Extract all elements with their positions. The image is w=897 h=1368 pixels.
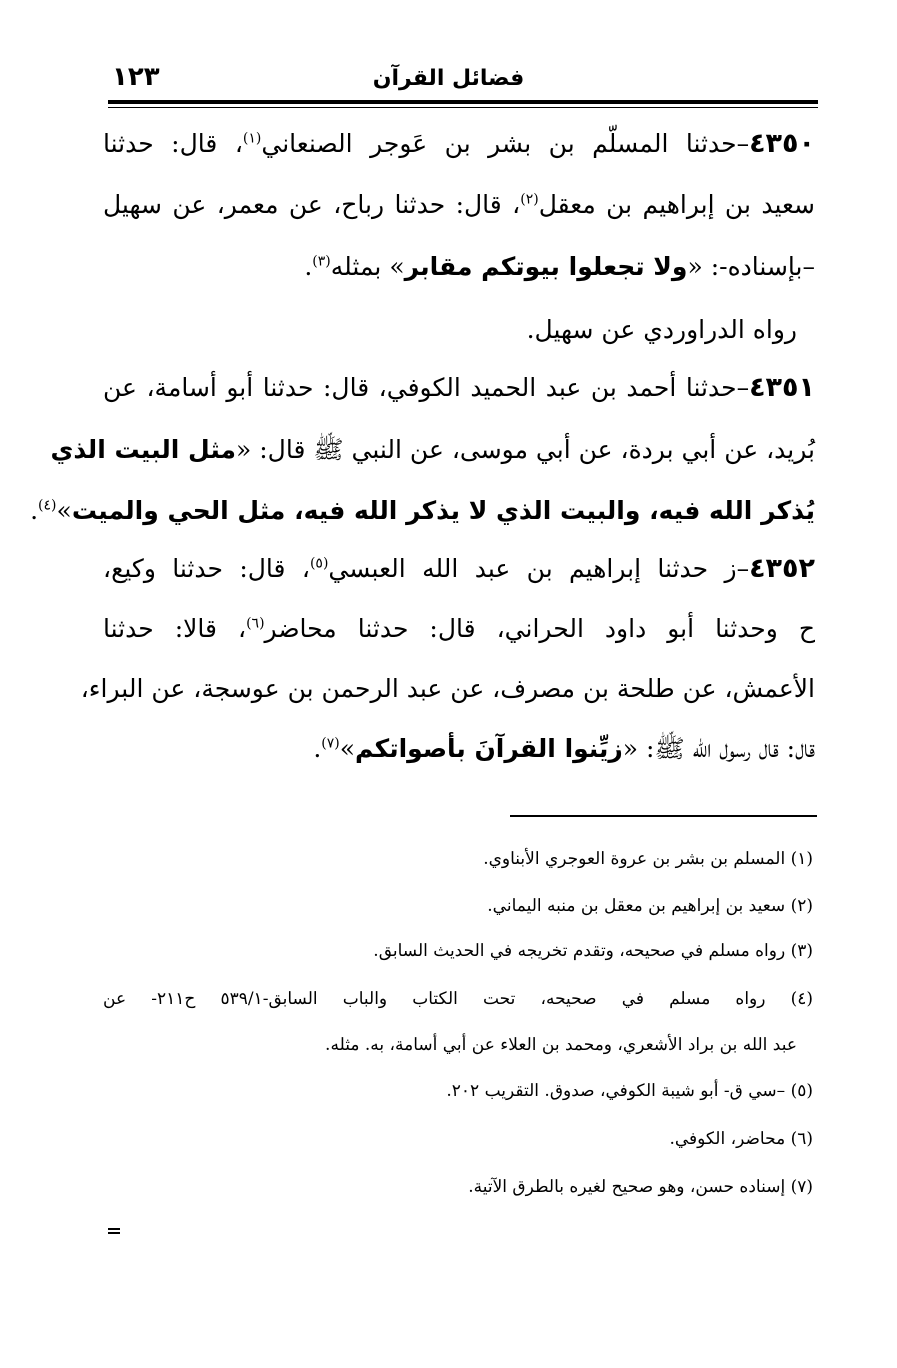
running-title: فضائل القرآن xyxy=(372,66,525,91)
line-text: –ز حدثنا إبراهيم بن عبد الله العبسي xyxy=(328,554,750,583)
line-text: » xyxy=(339,734,356,763)
footnote-ref: (٤) xyxy=(38,497,57,514)
header-rule-thin xyxy=(108,107,818,108)
text-line xyxy=(103,552,815,586)
hadith-matn: يُذكر الله فيه، والبيت الذي لا يذكر الله فيه، مثل الحي والميت xyxy=(71,496,815,525)
hadith-number: ٤٣٥١ xyxy=(749,372,815,403)
line-text: . xyxy=(30,496,39,525)
text-line xyxy=(103,612,815,646)
footnote-ref: (٦) xyxy=(246,615,265,632)
hadith-matn: مثل البيت الذي xyxy=(50,435,236,464)
hadith-number: ٤٣٥٢ xyxy=(749,553,815,584)
hadith-matn: زيِّنوا القرآنَ بأصواتكم xyxy=(355,734,623,763)
footnote: (٣) رواه مسلم في صحيحه، وتقدم تخريجه في الحديث السابق. xyxy=(373,941,813,961)
footnote: (٧) إسناده حسن، وهو صحيح لغيره بالطرق الآتية. xyxy=(468,1177,813,1197)
hadith-number: ٤٣٥٠ xyxy=(749,128,815,159)
footnote: (٢) سعيد بن إبراهيم بن معقل بن منبه اليماني. xyxy=(487,896,813,916)
footnote-ref: (٣) xyxy=(312,253,331,270)
text-line xyxy=(80,672,815,706)
line-text: ، قال: حدثنا وكيع، xyxy=(103,554,310,583)
text-line xyxy=(103,188,815,222)
line-text: ، قال: حدثنا xyxy=(103,129,243,158)
footnote-separator xyxy=(510,815,817,817)
footnote-ref: (١) xyxy=(242,130,262,147)
text-line xyxy=(103,732,815,766)
line-text: . xyxy=(304,252,313,281)
line-text: –حدثنا أحمد بن عبد الحميد الكوفي، قال: حدثنا أبو أسامة، عن xyxy=(103,373,750,402)
footnote-ref: (٥) xyxy=(309,555,329,572)
page-number: ١٢٣ xyxy=(112,62,160,92)
line-text: » بمثله xyxy=(330,252,405,281)
line-text: سعيد بن إبراهيم بن معقل xyxy=(538,190,815,219)
line-text: –بإسناده-: « xyxy=(687,252,815,281)
end-mark xyxy=(108,1228,120,1234)
line-text: بُريد، عن أبي بردة، عن أبي موسى، عن النبي ﷺ قال: « xyxy=(236,435,815,464)
footnote: (٤) رواه مسلم في صحيحه، تحت الكتاب والباب السابق-٥٣٩/١ ح٢١١- عن xyxy=(103,989,813,1009)
text-line xyxy=(103,250,815,284)
footnote-continuation: عبد الله بن براد الأشعري، ومحمد بن العلاء عن أبي أسامة، به. مثله. xyxy=(325,1035,797,1055)
footnote: (١) المسلم بن بشر بن عروة العوجري الأبناوي. xyxy=(483,849,813,869)
footnote: (٦) محاضر، الكوفي. xyxy=(669,1129,813,1149)
text-line xyxy=(103,127,815,161)
footnote: (٥) –سي ق- أبو شيبة الكوفي، صدوق. التقريب ٢٠٢. xyxy=(446,1081,813,1101)
hadith-matn: ولا تجعلوا بيوتكم مقابر xyxy=(404,252,688,281)
text-line xyxy=(50,433,815,467)
header-rule-thick xyxy=(108,100,818,104)
line-text: –حدثنا المسلّم بن بشر بن عَوجر الصنعاني xyxy=(261,129,750,158)
line-text: رواه الدراوردي عن سهيل. xyxy=(526,315,797,344)
line-text: ح وحدثنا أبو داود الحراني، قال: حدثنا محاضر xyxy=(264,614,815,643)
footnote-ref: (٢) xyxy=(520,191,539,208)
text-line xyxy=(103,371,815,405)
footnote-ref: (٧) xyxy=(321,735,340,752)
line-text: ، قال: حدثنا رباح، عن معمر، عن سهيل xyxy=(103,190,521,219)
text-line xyxy=(30,494,815,528)
text-line xyxy=(103,313,797,347)
line-text: » xyxy=(56,496,72,525)
line-text: الأعمش، عن طلحة بن مصرف، عن عبد الرحمن بن عوسجة، عن البراء، xyxy=(80,674,815,703)
line-text: قال: قال رسول الله ﷺ: « xyxy=(622,734,815,763)
line-text: . xyxy=(313,734,322,763)
line-text: ، قالا: حدثنا xyxy=(103,614,247,643)
